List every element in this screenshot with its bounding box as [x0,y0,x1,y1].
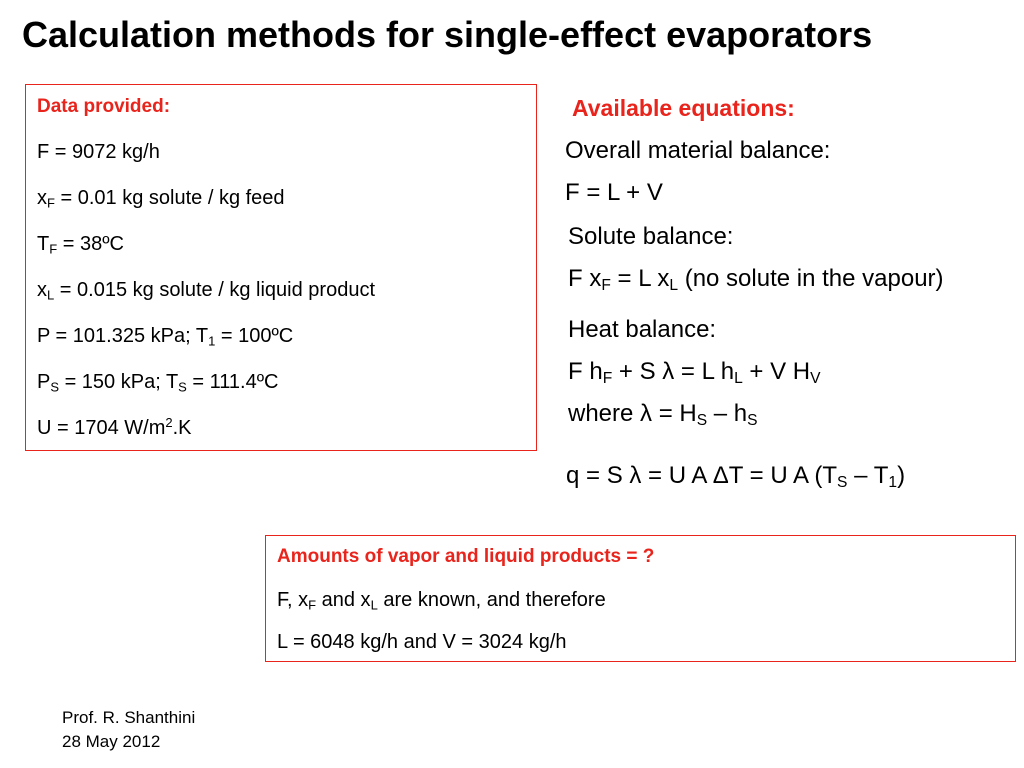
feed-temperature-line: $T_F$ = 38ºC [37,233,124,257]
slide-title: Calculation methods for single-effect evaporators [22,14,873,55]
presentation-date: 28 May 2012 [62,732,161,751]
latent-heat-equation: where $\lambda = H_S - h_S$ [568,400,758,429]
solute-balance-equation: F $x_F = L$ $x_L$ (no solute in the vapour) [568,265,944,294]
result-line: L = 6048 kg/h and V = 3024 kg/h [277,631,567,653]
pressure-line: P = 101.325 kPa; $T_1$ = 100ºC [37,325,294,349]
feed-rate-line: F = 9072 kg/h [37,141,160,163]
liquid-concentration-line: $x_L = 0.015$ kg solute / kg liquid product [37,279,375,303]
amounts-box [265,535,1016,662]
data-provided-heading: Data provided: [37,96,171,117]
amounts-heading: Amounts of vapor and liquid products = ? [277,546,655,567]
steam-line: $P_S = 150$ kPa; $T_S$ = 111.4ºC [37,371,279,395]
solute-balance-label: Solute balance: [568,223,734,250]
heat-transfer-coefficient-line: U = 1704 $W/m^2.K$ [37,414,192,439]
overall-balance-equation: F = L + V [565,179,663,206]
heat-balance-label: Heat balance: [568,316,717,343]
author-name: Prof. R. Shanthini [62,708,196,727]
overall-balance-label: Overall material balance: [565,137,831,164]
equations-heading: Available equations: [572,95,795,121]
data-provided-box [25,84,537,451]
feed-concentration-line: $x_F = 0.01$ kg solute / kg feed [37,187,285,211]
known-variables-line: F, $x_F$ and $x_L$ are known, and therefore [277,589,606,613]
heat-transfer-equation: q = S λ = U A ΔT = U A $(T_S - T_1)$ [566,462,906,491]
heat-balance-equation: F $h_F + S$ λ = L $h_L + V$ $H_V$ [568,358,821,387]
